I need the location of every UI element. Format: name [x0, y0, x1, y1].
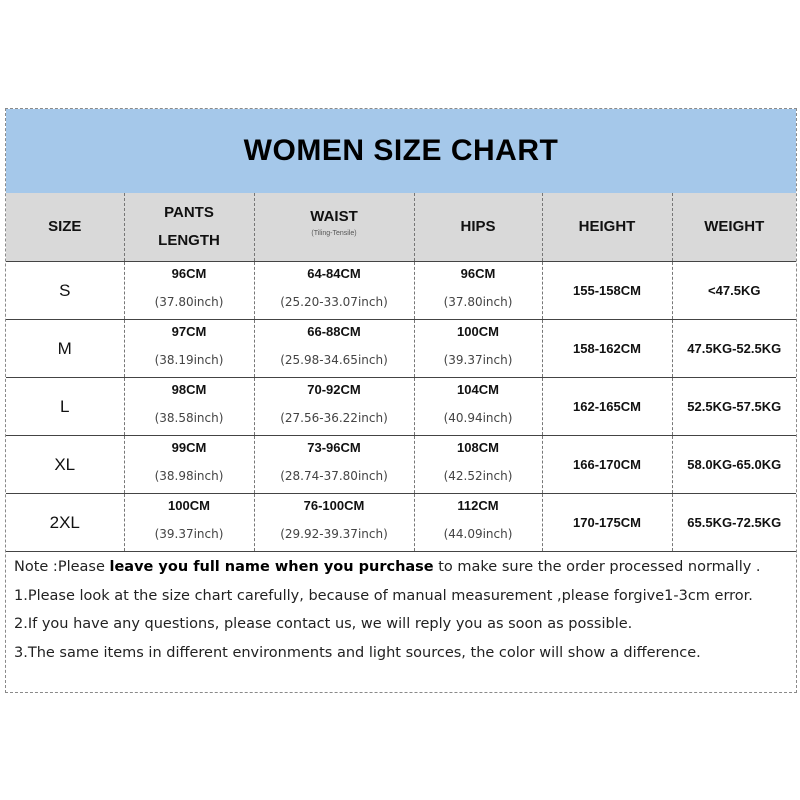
waist-inch: (25.98-34.65inch) — [280, 352, 388, 367]
cell-hips — [414, 262, 542, 320]
cell-size: M — [6, 320, 124, 378]
cell-size: 2XL — [6, 494, 124, 552]
cell-height: 170-175CM — [542, 494, 672, 552]
waist-cm: 64-84CM — [307, 265, 361, 281]
waist-cm: 73-96CM — [307, 439, 361, 455]
cell-waist — [254, 320, 414, 378]
cell-weight: 52.5KG-57.5KG — [672, 378, 796, 436]
waist-inch: (27.56-36.22inch) — [280, 410, 388, 425]
waist-cm: 70-92CM — [307, 381, 361, 397]
header-waist — [254, 193, 414, 262]
size-table — [6, 193, 796, 552]
cell-waist — [254, 436, 414, 494]
cell-height: 166-170CM — [542, 436, 672, 494]
pants-cm: 98CM — [171, 381, 207, 397]
cell-hips — [414, 436, 542, 494]
hips-cm: 100CM — [457, 323, 499, 339]
cell-height: 155-158CM — [542, 262, 672, 320]
table-row — [6, 378, 796, 436]
hips-inch: (39.37inch) — [443, 352, 513, 367]
cell-weight: <47.5KG — [672, 262, 796, 320]
cell-pants-length — [124, 320, 254, 378]
cell-pants-length — [124, 436, 254, 494]
note-item-2: 2.If you have any questions, please contact us, we will reply you as soon as possible. — [14, 616, 633, 632]
cell-hips — [414, 378, 542, 436]
pants-inch: (39.37inch) — [154, 526, 224, 541]
pants-cm: 96CM — [171, 265, 207, 281]
cell-weight: 47.5KG-52.5KG — [672, 320, 796, 378]
table-row — [6, 262, 796, 320]
cell-size: XL — [6, 436, 124, 494]
header-waist-sub: (Tiling-Tensile) — [311, 230, 357, 237]
notes-section — [14, 553, 794, 667]
hips-inch: (42.52inch) — [443, 468, 513, 483]
waist-cm: 76-100CM — [303, 497, 365, 513]
cell-hips — [414, 494, 542, 552]
table-row — [6, 494, 796, 552]
header-pants-length — [124, 193, 254, 262]
note-line — [14, 553, 794, 582]
table-row — [6, 436, 796, 494]
note-bold: leave you full name when you purchase — [109, 559, 434, 575]
pants-cm: 100CM — [168, 497, 210, 513]
header-weight: WEIGHT — [672, 193, 796, 262]
header-pants-line1: PANTS — [164, 204, 214, 221]
cell-weight: 65.5KG-72.5KG — [672, 494, 796, 552]
header-pants-line2: LENGTH — [158, 232, 220, 249]
hips-cm: 112CM — [457, 497, 499, 513]
cell-height: 158-162CM — [542, 320, 672, 378]
header-size: SIZE — [6, 193, 124, 262]
hips-cm: 108CM — [457, 439, 499, 455]
waist-inch: (25.20-33.07inch) — [280, 294, 388, 309]
pants-inch: (37.80inch) — [154, 294, 224, 309]
waist-inch: (28.74-37.80inch) — [280, 468, 388, 483]
hips-cm: 104CM — [457, 381, 499, 397]
cell-pants-length — [124, 262, 254, 320]
hips-inch: (44.09inch) — [443, 526, 513, 541]
hips-cm: 96CM — [460, 265, 496, 281]
waist-inch: (29.92-39.37inch) — [280, 526, 388, 541]
chart-title-bar — [6, 109, 796, 194]
note-item-3: 3.The same items in different environments and light sources, the color will show a difference. — [14, 644, 701, 661]
cell-weight: 58.0KG-65.0KG — [672, 436, 796, 494]
cell-waist — [254, 378, 414, 436]
cell-size: L — [6, 378, 124, 436]
cell-hips — [414, 320, 542, 378]
pants-cm: 99CM — [171, 439, 207, 455]
header-row — [6, 193, 796, 262]
header-hips: HIPS — [414, 193, 542, 262]
size-chart-sheet — [5, 108, 797, 693]
chart-title: WOMEN SIZE CHART — [243, 134, 559, 167]
header-waist-label: WAIST — [310, 208, 358, 225]
hips-inch: (40.94inch) — [443, 410, 513, 425]
pants-inch: (38.58inch) — [154, 410, 224, 425]
cell-waist — [254, 494, 414, 552]
pants-inch: (38.19inch) — [154, 352, 224, 367]
cell-waist — [254, 262, 414, 320]
cell-size: S — [6, 262, 124, 320]
cell-pants-length — [124, 494, 254, 552]
cell-height: 162-165CM — [542, 378, 672, 436]
pants-cm: 97CM — [171, 323, 207, 339]
waist-cm: 66-88CM — [307, 323, 361, 339]
table-row — [6, 320, 796, 378]
cell-pants-length — [124, 378, 254, 436]
header-height: HEIGHT — [542, 193, 672, 262]
note-prefix: Note :Please — [14, 559, 110, 575]
pants-inch: (38.98inch) — [154, 468, 224, 483]
note-item-1: 1.Please look at the size chart carefully, because of manual measurement ,please forgive1-3cm error. — [14, 587, 753, 604]
hips-inch: (37.80inch) — [443, 294, 513, 309]
note-suffix: to make sure the order processed normally . — [433, 559, 761, 575]
